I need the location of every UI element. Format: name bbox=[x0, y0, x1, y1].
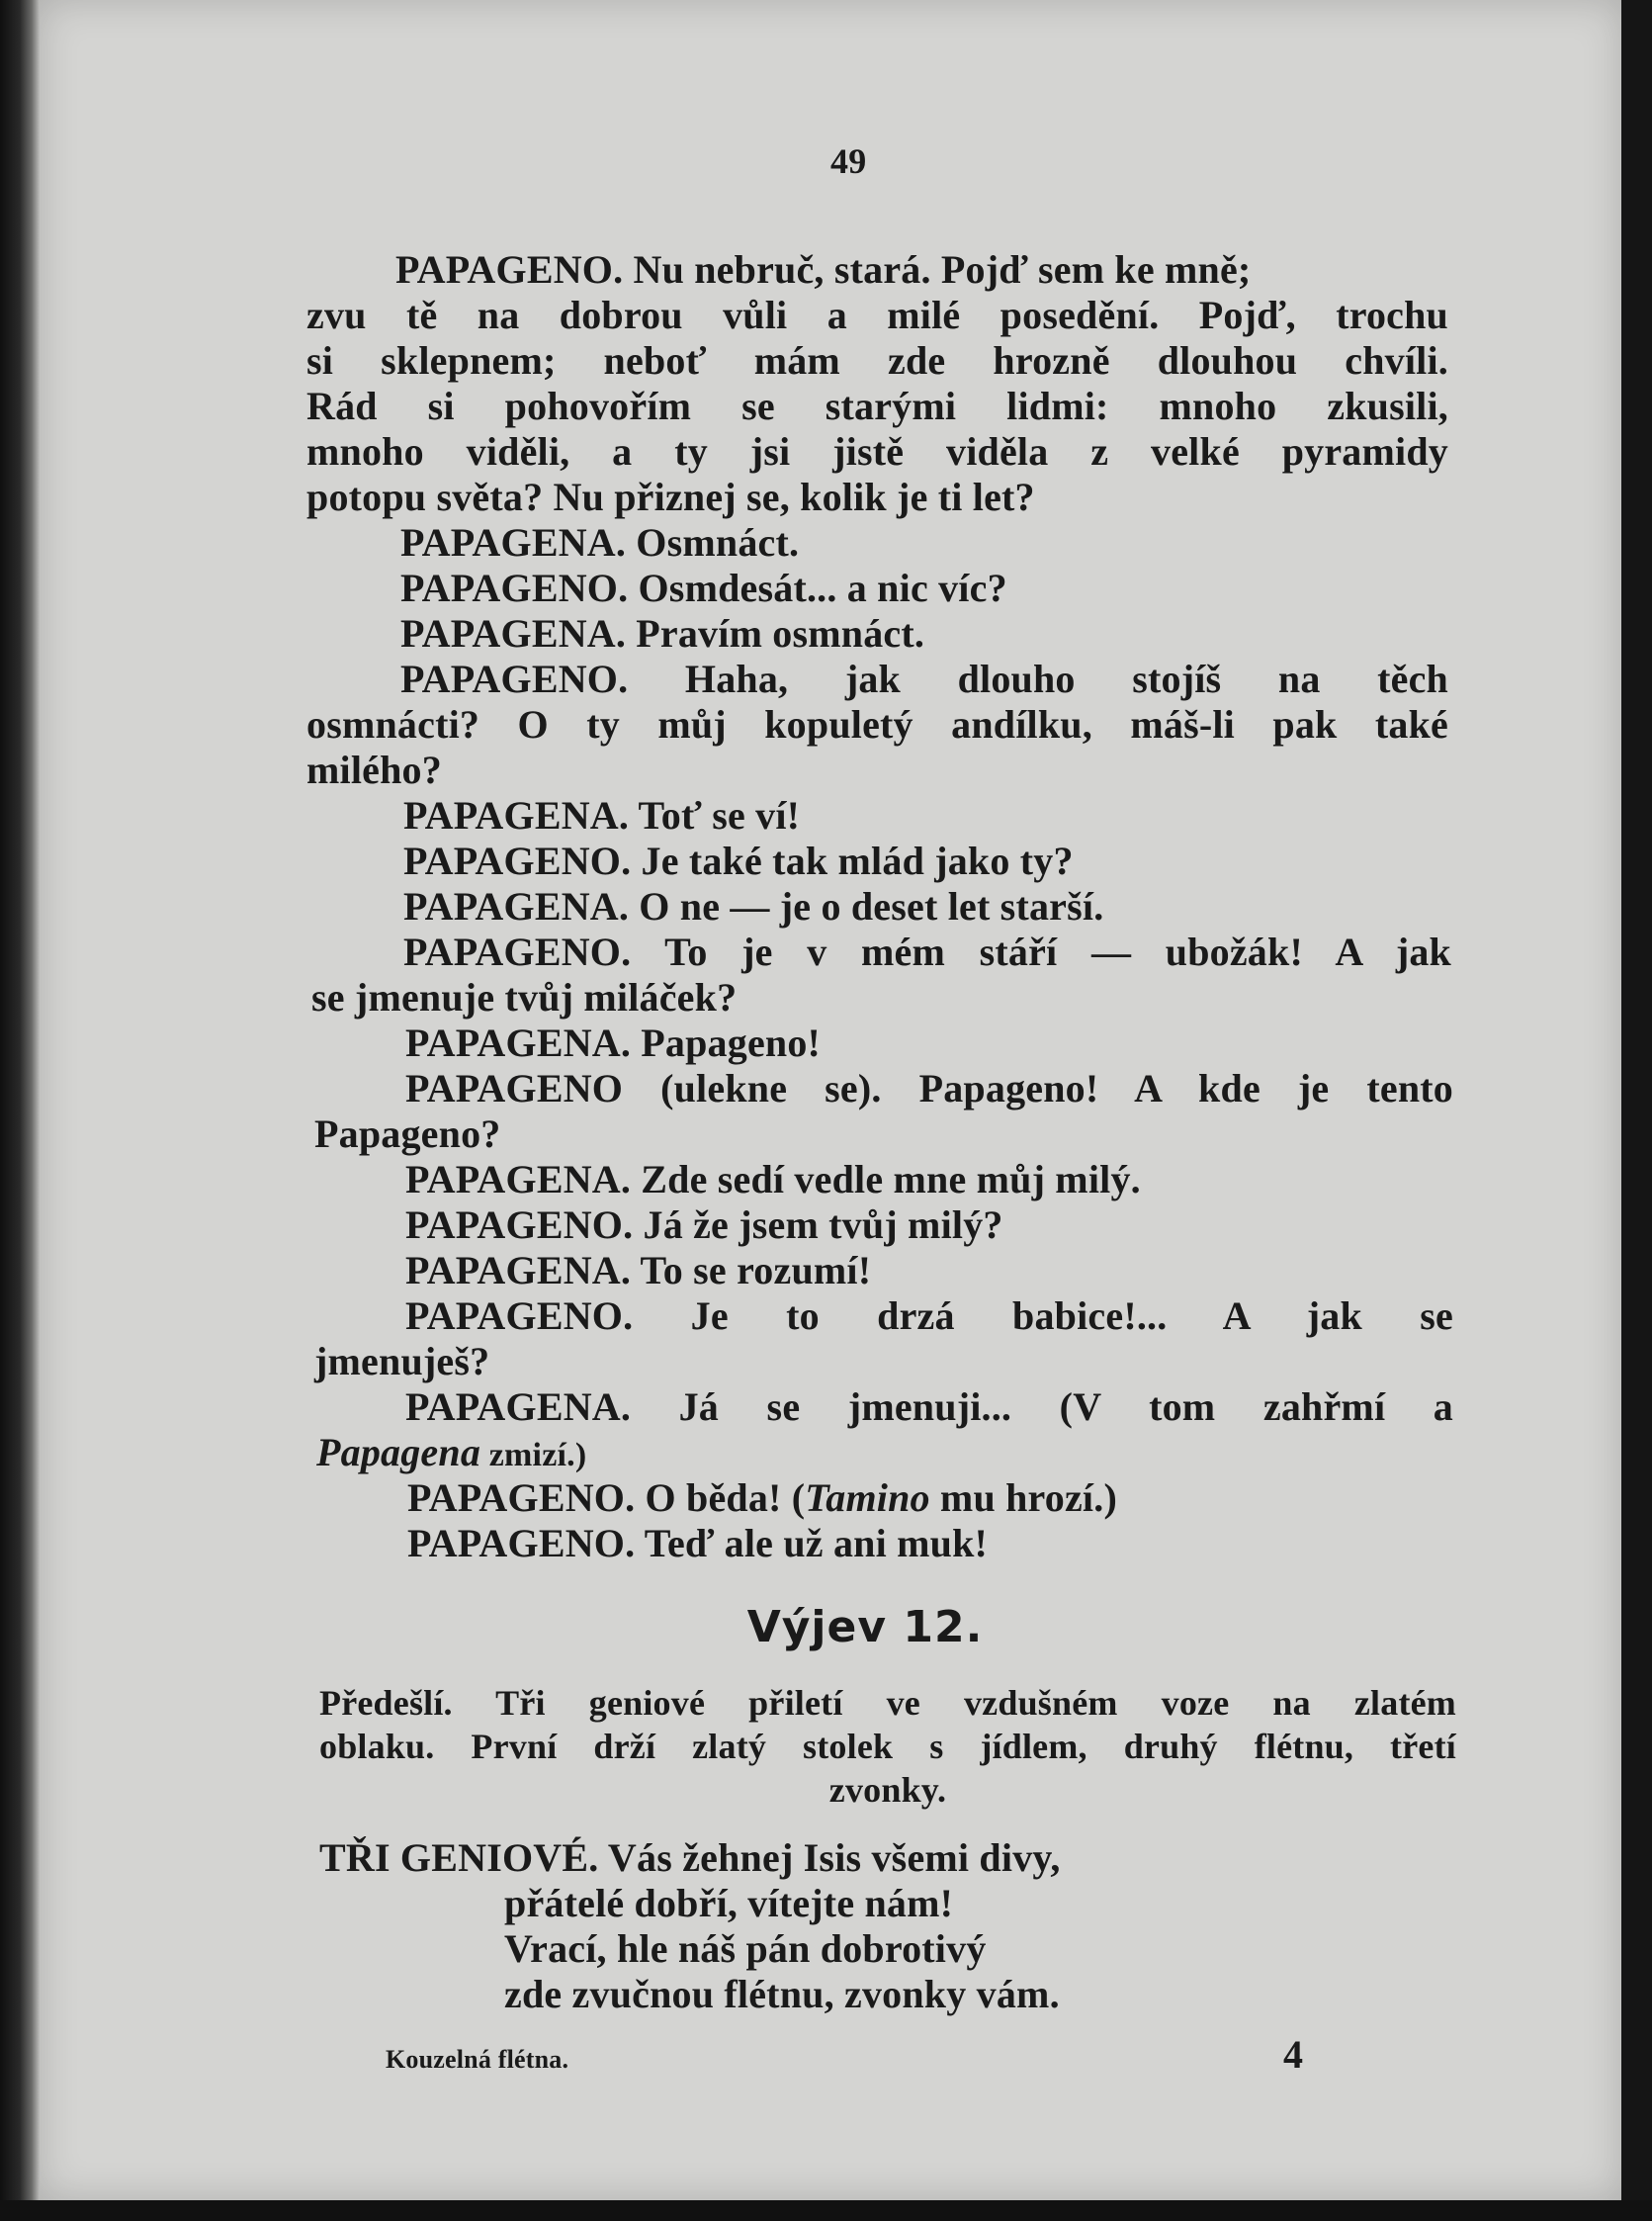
page-number: 49 bbox=[830, 141, 867, 181]
text-line: PAPAGENA. Zde sedí vedle mne můj milý. bbox=[405, 1157, 1141, 1201]
song-line: zde zvučnou flétnu, zvonky vám. bbox=[504, 1972, 1060, 2016]
signature-mark: 4 bbox=[1283, 2032, 1304, 2077]
text-line: PAPAGENA. Já se jmenuji... (V tom zahřmí a bbox=[405, 1384, 1453, 1429]
text-line: PAPAGENA. To se rozumí! bbox=[405, 1248, 872, 1292]
book-spine bbox=[0, 0, 40, 2221]
stage-direction-line: zvonky. bbox=[828, 1770, 947, 1810]
page-edge-bottom bbox=[0, 2200, 1652, 2221]
text-line: PAPAGENO. Haha, jak dlouho stojíš na těch bbox=[400, 657, 1448, 701]
song-line: přátelé dobří, vítejte nám! bbox=[504, 1881, 954, 1925]
text-line: PAPAGENO. Osmdesát... a nic víc? bbox=[400, 566, 1007, 610]
text-line: PAPAGENO. Teď ale už ani muk! bbox=[407, 1521, 989, 1565]
text-line: Rád si pohovořím se starými lidmi: mnoho zkusili, bbox=[306, 384, 1448, 428]
text-line: PAPAGENA. Osmnáct. bbox=[400, 520, 800, 565]
text-line: PAPAGENO. Je také tak mlád jako ty? bbox=[403, 839, 1074, 883]
stage-note: zmizí.) bbox=[480, 1437, 587, 1473]
text-line bbox=[407, 1475, 1117, 1521]
song-line: TŘI GENIOVÉ. Vás žehnej Isis všemi divy, bbox=[319, 1835, 1061, 1880]
character-name-italic: Papagena bbox=[316, 1430, 481, 1474]
page-edge-right bbox=[1621, 0, 1652, 2221]
character-name-italic: Tamino bbox=[805, 1475, 930, 1520]
text-part: mu hrozí.) bbox=[929, 1475, 1117, 1520]
scene-title: Výjev 12. bbox=[746, 1602, 984, 1652]
text-line: zvu tě na dobrou vůli a milé posedění. Pojď, trochu bbox=[306, 293, 1448, 337]
text-line: PAPAGENO. Já že jsem tvůj milý? bbox=[405, 1202, 1003, 1247]
text-line: PAPAGENO (ulekne se). Papageno! A kde je tento bbox=[405, 1066, 1453, 1110]
song-line: Vrací, hle náš pán dobrotivý bbox=[504, 1926, 987, 1971]
text-line: potopu světa? Nu přiznej se, kolik je ti let? bbox=[306, 475, 1035, 519]
book-page bbox=[40, 0, 1621, 2200]
text-line: PAPAGENA. Papageno! bbox=[405, 1021, 822, 1065]
text-line: PAPAGENO. To je v mém stáří — ubožák! A jak bbox=[403, 930, 1451, 974]
text-line: PAPAGENO. Nu nebruč, stará. Pojď sem ke mně; bbox=[395, 247, 1252, 292]
text-line: PAPAGENA. Toť se ví! bbox=[403, 793, 801, 838]
text-line: milého? bbox=[306, 748, 442, 792]
text-line: jmenuješ? bbox=[314, 1339, 490, 1383]
text-line: se jmenuje tvůj miláček? bbox=[311, 975, 738, 1020]
text-line bbox=[316, 1430, 586, 1478]
text-line: si sklepnem; neboť mám zde hrozně dlouhou chvíli. bbox=[306, 338, 1448, 383]
text-line: Papageno? bbox=[314, 1111, 501, 1156]
text-line: PAPAGENA. Pravím osmnáct. bbox=[400, 611, 925, 656]
text-part: PAPAGENO. O běda! ( bbox=[407, 1475, 806, 1520]
text-line: PAPAGENA. O ne — je o deset let starší. bbox=[403, 884, 1104, 929]
text-line: PAPAGENO. Je to drzá babice!... A jak se bbox=[405, 1293, 1453, 1338]
stage-direction-line: Předešlí. Tři geniové přiletí ve vzdušném voze na zlatém bbox=[319, 1683, 1456, 1723]
footer-book-title: Kouzelná flétna. bbox=[386, 2045, 569, 2074]
stage-direction-line: oblaku. První drží zlatý stolek s jídlem, druhý flétnu, třetí bbox=[319, 1727, 1456, 1766]
text-line: osmnácti? O ty můj kopuletý andílku, máš-li pak také bbox=[306, 702, 1448, 747]
text-line: mnoho viděli, a ty jsi jistě viděla z velké pyramidy bbox=[306, 429, 1448, 474]
